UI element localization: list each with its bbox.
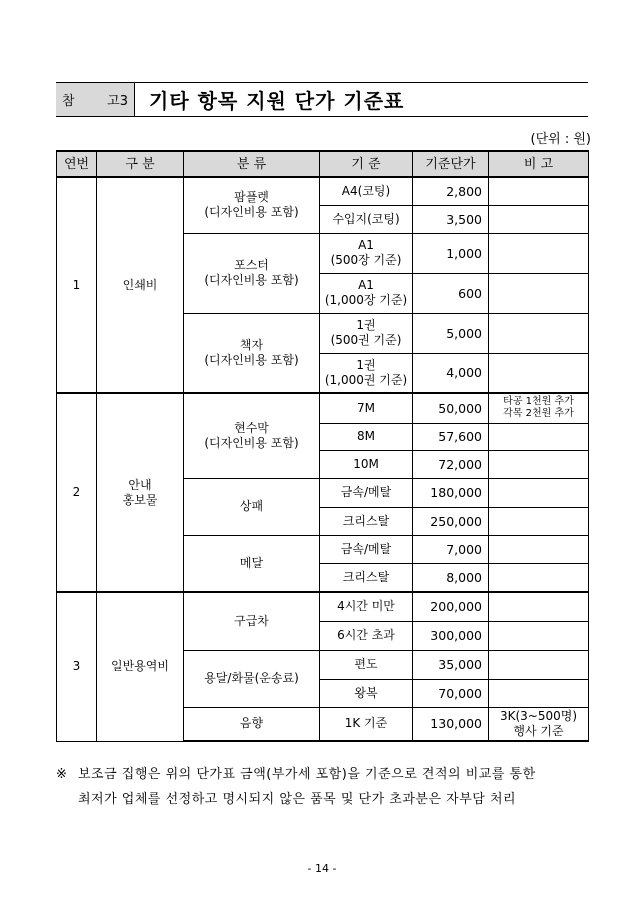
table-row — [57, 177, 589, 205]
row-unit-price: 5,000 — [413, 313, 489, 353]
row-standard: 1권 (500권 기준) — [320, 313, 413, 353]
table-body — [57, 177, 589, 741]
row-classification: 상패 — [184, 478, 320, 535]
row-unit-price: 70,000 — [413, 679, 489, 707]
header-category: 구 분 — [97, 151, 184, 177]
row-category: 안내 홍보물 — [97, 393, 184, 592]
row-standard: 금속/메탈 — [320, 478, 413, 507]
row-remark — [489, 679, 589, 707]
row-classification: 메달 — [184, 535, 320, 592]
row-number: 3 — [57, 592, 97, 741]
footnote — [56, 762, 592, 812]
row-classification: 팜플렛 (디자인비용 포함) — [184, 177, 320, 233]
row-remark — [489, 563, 589, 592]
footnote-text-2: 최저가 업체를 선정하고 명시되지 않은 품목 및 단가 초과분은 자부담 처리 — [78, 792, 517, 807]
row-standard: 편도 — [320, 650, 413, 679]
row-remark — [489, 507, 589, 535]
reference-label-left: 참 — [62, 94, 75, 109]
row-remark — [489, 273, 589, 313]
price-standard-table — [56, 150, 589, 742]
row-remark: 3K(3~500명) 행사 기준 — [489, 707, 589, 741]
row-standard: 10M — [320, 450, 413, 478]
footnote-text-1: 보조금 집행은 위의 단가표 금액(부가세 포함)을 기준으로 견적의 비교를 통한 — [78, 767, 536, 782]
row-remark — [489, 592, 589, 621]
row-remark — [489, 621, 589, 650]
table-row — [57, 592, 589, 621]
row-unit-price: 250,000 — [413, 507, 489, 535]
row-remark — [489, 535, 589, 563]
row-classification: 음향 — [184, 707, 320, 741]
header-classification: 분 류 — [184, 151, 320, 177]
header-standard: 기 준 — [320, 151, 413, 177]
row-unit-price: 8,000 — [413, 563, 489, 592]
row-unit-price: 50,000 — [413, 393, 489, 423]
row-remark — [489, 313, 589, 353]
row-unit-price: 300,000 — [413, 621, 489, 650]
row-standard: 수입지(코팅) — [320, 205, 413, 233]
page-number: - 14 - — [307, 862, 337, 875]
document-title: 기타 항목 지원 단가 기준표 — [149, 89, 405, 113]
row-unit-price: 200,000 — [413, 592, 489, 621]
row-standard: 크리스탈 — [320, 563, 413, 592]
row-classification: 포스터 (디자인비용 포함) — [184, 233, 320, 313]
table-row — [57, 393, 589, 423]
row-unit-price: 35,000 — [413, 650, 489, 679]
row-classification: 용달/화물(운송료) — [184, 650, 320, 707]
row-remark — [489, 478, 589, 507]
row-unit-price: 130,000 — [413, 707, 489, 741]
row-number: 2 — [57, 393, 97, 592]
row-standard: A1 (500장 기준) — [320, 233, 413, 273]
row-unit-price: 180,000 — [413, 478, 489, 507]
header-remark: 비 고 — [489, 151, 589, 177]
row-unit-price: 7,000 — [413, 535, 489, 563]
row-remark: 타공 1천원 추가 각목 2천원 추가 — [489, 393, 589, 423]
row-classification: 구급차 — [184, 592, 320, 650]
row-standard: A4(코팅) — [320, 177, 413, 205]
row-remark — [489, 353, 589, 393]
footnote-mark: ※ — [56, 767, 68, 782]
row-standard: 1권 (1,000권 기준) — [320, 353, 413, 393]
header-unit-price: 기준단가 — [413, 151, 489, 177]
row-remark — [489, 650, 589, 679]
row-standard: 7M — [320, 393, 413, 423]
row-remark — [489, 423, 589, 450]
row-remark — [489, 450, 589, 478]
row-unit-price: 4,000 — [413, 353, 489, 393]
row-category: 일반용역비 — [97, 592, 184, 741]
row-standard: 1K 기준 — [320, 707, 413, 741]
row-standard: 금속/메탈 — [320, 535, 413, 563]
table-header-row — [57, 151, 589, 177]
row-remark — [489, 177, 589, 205]
row-number: 1 — [57, 177, 97, 393]
row-standard: 8M — [320, 423, 413, 450]
row-standard: 4시간 미만 — [320, 592, 413, 621]
row-unit-price: 1,000 — [413, 233, 489, 273]
reference-label-right: 고3 — [107, 94, 128, 109]
row-remark — [489, 205, 589, 233]
unit-note: (단위 : 원) — [530, 132, 591, 147]
title-box — [56, 82, 588, 117]
row-unit-price: 2,800 — [413, 177, 489, 205]
row-classification: 현수막 (디자인비용 포함) — [184, 393, 320, 478]
reference-label — [56, 83, 135, 116]
row-unit-price: 3,500 — [413, 205, 489, 233]
row-remark — [489, 233, 589, 273]
row-standard: 왕복 — [320, 679, 413, 707]
row-standard: 크리스탈 — [320, 507, 413, 535]
header-no: 연번 — [57, 151, 97, 177]
row-classification: 책자 (디자인비용 포함) — [184, 313, 320, 393]
row-unit-price: 72,000 — [413, 450, 489, 478]
row-standard: A1 (1,000장 기준) — [320, 273, 413, 313]
footnote-line-1 — [56, 762, 592, 787]
row-unit-price: 600 — [413, 273, 489, 313]
row-unit-price: 57,600 — [413, 423, 489, 450]
row-category: 인쇄비 — [97, 177, 184, 393]
row-standard: 6시간 초과 — [320, 621, 413, 650]
